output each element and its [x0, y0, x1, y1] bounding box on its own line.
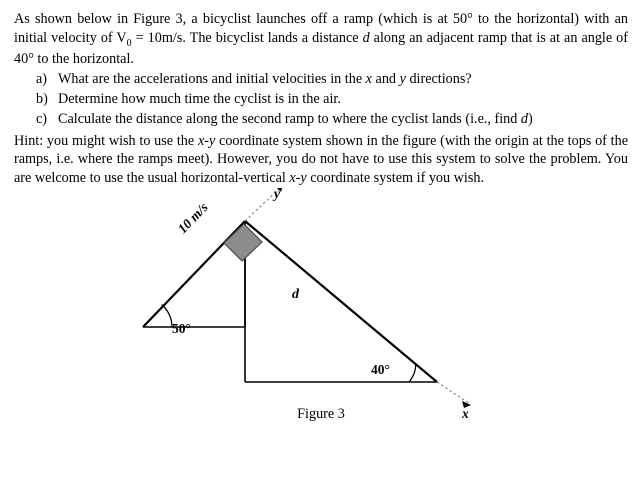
list-item	[36, 110, 628, 129]
landing-angle-label: 40°	[371, 361, 390, 377]
distance-label: d	[292, 286, 299, 302]
velocity-label: 10 m/s	[174, 199, 211, 237]
x-axis-line	[437, 382, 470, 404]
problem-hint: Hint: you might wish to use the x-y coordinate system shown in the figure (with the origin at the tops of the ramps, i.e. where the ramps meet). However, you do not have to use this system to solve the problem. You are welcome to use the usual horizontal-vertical x-y coordinate system if you wish.	[14, 132, 628, 187]
launch-angle-arc	[162, 304, 172, 326]
list-item-text: Determine how much time the cyclist is in the air.	[58, 91, 341, 108]
figure-drawing	[0, 188, 642, 428]
landing-ramp-line	[245, 221, 437, 382]
list-item-text: Calculate the distance along the second ramp to where the cyclist lands (i.e., find d)	[58, 110, 533, 127]
list-marker: b)	[36, 91, 48, 108]
x-axis-label: x	[462, 405, 469, 421]
launch-angle-label: 50°	[172, 320, 191, 336]
list-item	[36, 90, 628, 109]
list-marker: c)	[36, 110, 48, 127]
list-item-text: What are the accelerations and initial velocities in the x and y directions?	[58, 71, 472, 88]
y-axis-label: y	[274, 187, 280, 201]
figure-caption: Figure 3	[297, 405, 345, 422]
question-list	[36, 70, 628, 128]
figure-3	[0, 188, 642, 428]
list-item	[36, 70, 628, 89]
problem-intro: As shown below in Figure 3, a bicyclist launches off a ramp (which is at 50° to the horizontal) with an initial velocity of $V_0 = 10m/s$. The bicyclist lands a distance d along an adjacent ramp that is at an angle of 40° to the horizontal.	[14, 11, 628, 67]
landing-angle-arc	[409, 364, 416, 382]
list-marker: a)	[36, 71, 48, 88]
